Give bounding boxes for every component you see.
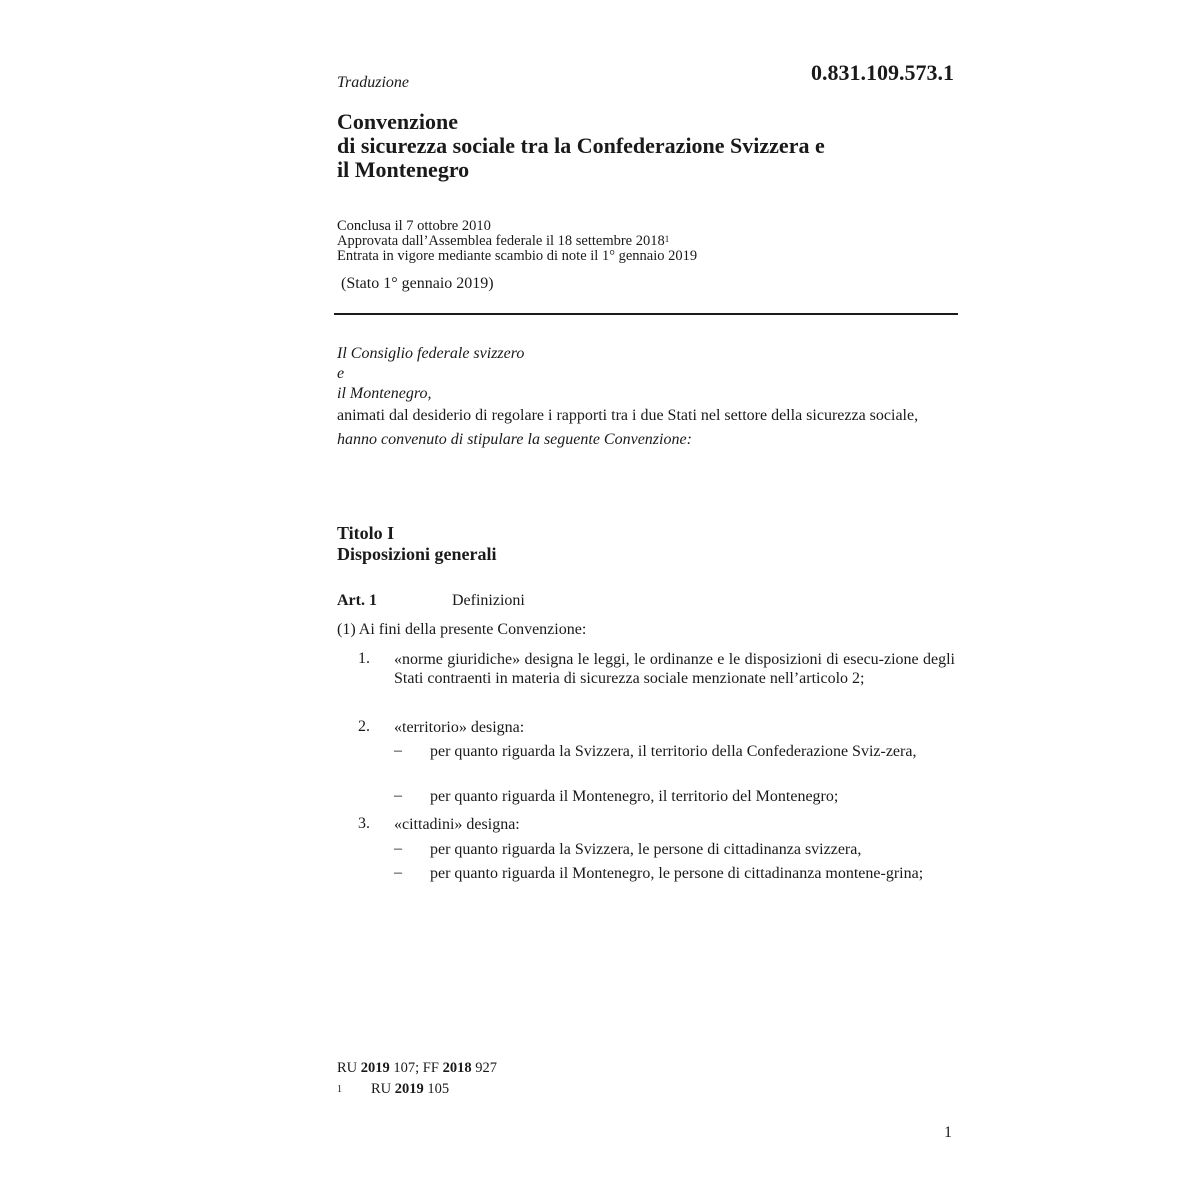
article-number: Art. 1	[337, 592, 377, 609]
preamble-conjunction: e	[337, 365, 345, 382]
approval-date	[337, 234, 697, 249]
entry-into-force: Entrata in vigore mediante scambio di note il 1° gennaio 2019	[337, 248, 698, 264]
list-dash: –	[394, 787, 402, 804]
section-title-label: Titolo I	[337, 523, 395, 543]
list-dash: –	[394, 742, 402, 759]
sub-list-item: per quanto riguarda la Svizzera, il territorio della Confederazione Sviz-zera,	[430, 743, 917, 760]
footnote-mark: 1	[337, 1084, 342, 1095]
approval-text: Approvata dall’Assemblea federale il 18 settembre 2018	[337, 233, 665, 249]
list-item-text: «cittadini» designa:	[394, 816, 520, 833]
sub-list-item: per quanto riguarda il Montenegro, il territorio del Montenegro;	[430, 788, 839, 805]
list-dash: –	[394, 864, 402, 881]
section-title-name: Disposizioni generali	[337, 544, 497, 564]
section-heading	[337, 523, 497, 565]
concluded-date: Conclusa il 7 ottobre 2010	[337, 218, 491, 234]
sub-list-item: per quanto riguarda il Montenegro, le persone di cittadinanza montene-grina;	[430, 865, 924, 882]
title-line-2: di sicurezza sociale tra la Confederazione Svizzera e	[337, 133, 825, 158]
header-divider	[334, 313, 958, 315]
document-meta	[337, 219, 697, 264]
source-reference: RU 2019 107; FF 2018 927	[337, 1060, 497, 1076]
footnote-ref-1: 1	[664, 234, 670, 244]
preamble-party-2: il Montenegro,	[337, 385, 432, 402]
title-line-3: il Montenegro	[337, 157, 470, 182]
status-date: (Stato 1° gennaio 2019)	[341, 275, 494, 292]
translation-label: Traduzione	[337, 74, 410, 91]
preamble-party-1: Il Consiglio federale svizzero	[337, 345, 525, 362]
footnotes	[337, 1058, 497, 1100]
list-item-text: «territorio» designa:	[394, 719, 525, 736]
preamble-recital: animati dal desiderio di regolare i rapporti tra i due Stati nel settore della sicurezza sociale,	[337, 407, 919, 424]
title-line-1: Convenzione	[337, 109, 458, 134]
list-item-number: 3.	[358, 815, 370, 832]
preamble-closing: hanno convenuto di stipulare la seguente Convenzione:	[337, 431, 692, 448]
article-heading: Definizioni	[452, 592, 525, 609]
sr-number: 0.831.109.573.1	[811, 60, 954, 85]
list-dash: –	[394, 840, 402, 857]
document-title	[337, 110, 957, 182]
sub-list-item: per quanto riguarda la Svizzera, le persone di cittadinanza svizzera,	[430, 841, 862, 858]
list-item-number: 2.	[358, 718, 370, 735]
article-paragraph-1: (1) Ai fini della presente Convenzione:	[337, 621, 587, 638]
footnote-1: 1 RU 2019 105	[337, 1079, 497, 1100]
page-number: 1	[944, 1124, 952, 1141]
list-item-number: 1.	[358, 650, 370, 667]
list-item-text: «norme giuridiche» designa le leggi, le ordinanze e le disposizioni di esecu-zione degli Stati contraenti in materia di sicurezza sociale menzionate nell’articolo 2;	[394, 651, 955, 687]
preamble	[337, 344, 955, 450]
